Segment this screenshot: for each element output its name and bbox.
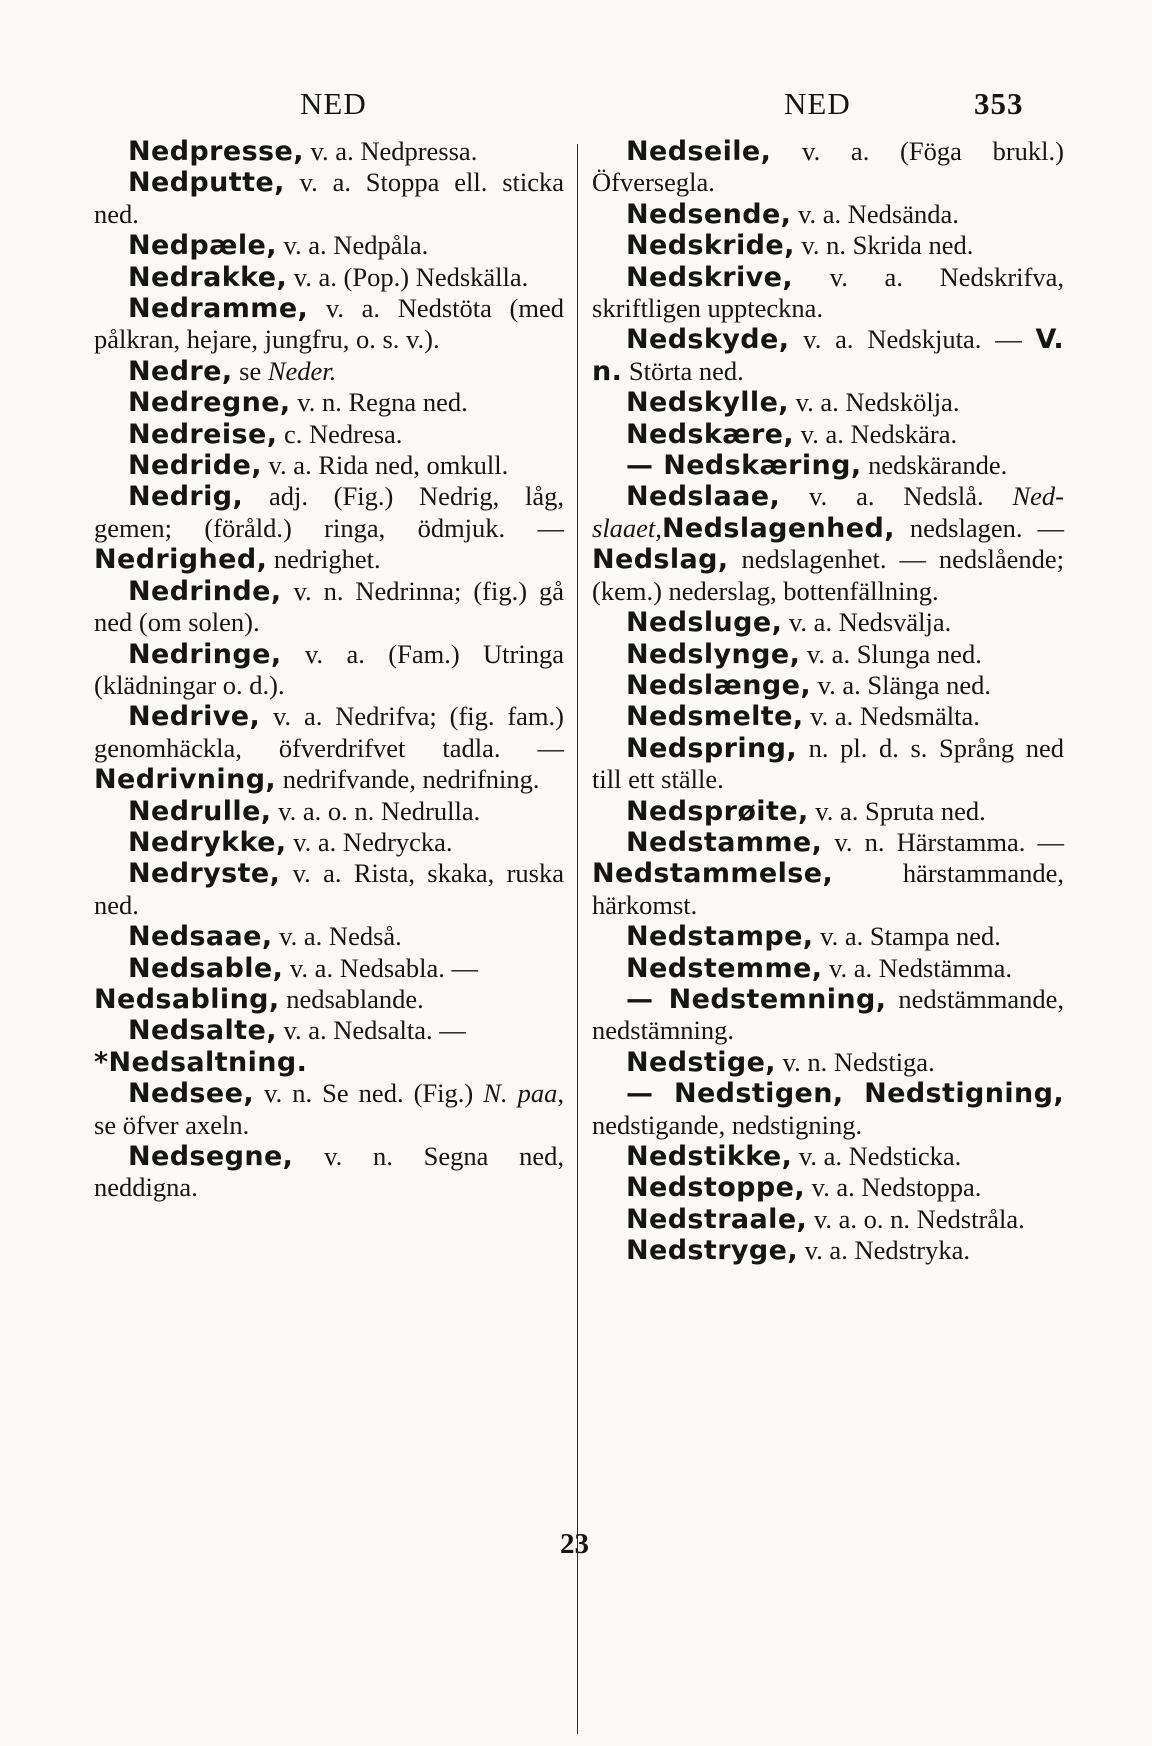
entry-definition: v. a. Nedskära. — [794, 418, 958, 449]
entry-definition: v. n. Segna ned, neddigna. — [94, 1141, 564, 1203]
entry-italic: Nedslaaet, — [592, 481, 1064, 543]
dictionary-entry — [592, 733, 1064, 796]
entry-definition: v. a. Nedsalta. — — [276, 1015, 466, 1046]
entry-definition: nedstigande, nedstigning. — [592, 1109, 863, 1140]
entry-headword: Nedringe, — [128, 638, 282, 670]
entry-definition: nedrifvande, nedrifning. — [276, 764, 540, 795]
dictionary-entry — [592, 670, 1064, 701]
entry-definition: n. pl. d. s. Språng ned till ett ställe. — [592, 732, 1064, 795]
dictionary-entry — [592, 1235, 1064, 1266]
dictionary-entry — [94, 921, 564, 952]
entry-headword: Nedputte, — [128, 167, 285, 199]
entry-headword: Nedride, — [128, 450, 262, 482]
dictionary-entry — [94, 481, 564, 575]
dictionary-entry — [94, 450, 564, 481]
entry-definition: se — [232, 355, 268, 386]
entry-headword: — Nedstemning, — [626, 983, 887, 1015]
dictionary-entry — [592, 419, 1064, 450]
dictionary-entry — [592, 827, 1064, 921]
entry-headword: Nedsabling, — [94, 983, 280, 1015]
entry-definition: c. Nedresa. — [277, 418, 403, 449]
dictionary-entry — [592, 607, 1064, 638]
dictionary-entry — [592, 921, 1064, 952]
entry-headword: Nedsprøite, — [626, 795, 809, 827]
entry-definition: v. a. Nedpressa. — [303, 136, 478, 166]
entry-italic: N. paa, — [483, 1078, 564, 1109]
entry-definition: nedskärande. — [861, 450, 1008, 481]
entry-definition: v. a. Nedskölja. — [788, 387, 960, 418]
entry-headword: Nedskride, — [626, 230, 795, 262]
dictionary-entry — [94, 230, 564, 261]
entry-definition: v. a. Stampa ned. — [813, 921, 1001, 952]
dictionary-entry — [592, 1204, 1064, 1235]
dictionary-entry — [592, 953, 1064, 984]
entry-headword: Nedstampe, — [626, 921, 814, 953]
entry-definition: v. a. (Föga brukl.) Öfversegla. — [592, 136, 1064, 198]
entry-definition: v. n. Nedrinna; (fig.) gå ned (om solen). — [94, 575, 564, 638]
entry-definition: v. n. Härstamma. — — [822, 826, 1064, 857]
entry-definition: v. a. Nedrifva; (fig. fam.) genomhäckla, öfverdrifvet tadla. — — [94, 701, 564, 763]
entry-headword: Nedsable, — [128, 952, 284, 984]
dictionary-entry — [592, 1078, 1064, 1141]
dictionary-entry — [94, 858, 564, 921]
column-divider — [577, 144, 578, 1746]
dictionary-entry — [94, 639, 564, 702]
entry-headword: Nedspring, — [626, 732, 798, 764]
entry-definition: nedsablande. — [279, 983, 424, 1014]
dictionary-entry — [94, 1078, 564, 1141]
entry-headword: Nedramme, — [128, 293, 309, 325]
entry-definition: v. a. Nedstämma. — [822, 952, 1012, 983]
dictionary-entry — [94, 827, 564, 858]
entry-definition: v. a. Nedsabla. — — [283, 952, 479, 983]
signature-mark: 23 — [560, 1528, 589, 1560]
entry-definition: nedrighet. — [267, 544, 381, 575]
entry-headword: — Nedstigen, Nedstigning, — [626, 1078, 1064, 1110]
entry-headword: Nedsalte, — [128, 1015, 277, 1047]
entry-definition: v. a. (Pop.) Nedskälla. — [287, 261, 529, 292]
entry-headword: Nedsee, — [128, 1078, 254, 1110]
column-divider-line — [577, 144, 578, 1734]
entry-definition: v. a. o. n. Nedstråla. — [807, 1203, 1025, 1234]
dictionary-entry — [94, 356, 564, 387]
entry-definition: nedslagenhet. — — [728, 544, 939, 575]
entry-definition: v. a. Nedstöta (med pålkran, hejare, jungfru, o. s. v.). — [94, 293, 564, 355]
dictionary-entry — [94, 701, 564, 795]
entry-subheadword: Nedslagenhed, — [661, 512, 895, 544]
entry-headword: Nedstemme, — [626, 952, 823, 984]
entry-headword: Nedstoppe, — [626, 1172, 805, 1204]
dictionary-entry — [592, 1172, 1064, 1203]
dictionary-entry — [94, 262, 564, 293]
entry-definition: v. a. Nedstryka. — [798, 1235, 970, 1266]
entry-headword: Nedskære, — [626, 418, 795, 450]
entry-definition: v. n. Skrida ned. — [794, 230, 974, 261]
entry-headword: Nedpresse, — [128, 136, 304, 167]
entry-headword: Nedstikke, — [626, 1141, 793, 1172]
entry-definition: v. a. Nedsvälja. — [782, 607, 952, 638]
running-head — [94, 86, 1069, 130]
entry-definition: v. a. Rista, skaka, ruska ned. — [94, 858, 564, 920]
entry-headword: Nedsaae, — [128, 921, 273, 953]
entry-headword: Nedrykke, — [128, 826, 287, 858]
left-column — [94, 136, 564, 1204]
entry-headword: Nedslaae, — [626, 481, 781, 513]
dictionary-entry — [592, 1047, 1064, 1078]
dictionary-entry — [94, 1141, 564, 1204]
dictionary-entry — [94, 984, 564, 1015]
entry-headword: Nedryste, — [128, 858, 281, 890]
dictionary-entry — [94, 1015, 564, 1046]
entry-headword: Nedslænge, — [626, 669, 811, 701]
entry-subheadword: Nedstammelse, — [592, 858, 834, 890]
entry-subheadword: V. n. — [592, 324, 1064, 387]
entry-definition: v. a. Nedslå. — [780, 481, 1013, 512]
dictionary-entry — [592, 230, 1064, 261]
dictionary-entry — [94, 136, 564, 167]
entry-headword: Nedrulle, — [128, 795, 272, 827]
entry-definition: v. a. Nedpåla. — [276, 230, 429, 261]
entry-headword: Nedstryge, — [626, 1235, 799, 1267]
entry-headword: Nedrive, — [128, 701, 261, 733]
entry-definition: v. a. Nedskjuta. — — [789, 324, 1036, 355]
dictionary-entry — [592, 701, 1064, 732]
entry-subheadword: Nedslag, — [592, 544, 729, 576]
entry-headword: Nedskrive, — [626, 261, 794, 293]
entry-headword: — Nedskæring, — [626, 450, 862, 482]
dictionary-entry — [94, 1047, 564, 1078]
entry-headword: Nedstige, — [626, 1046, 776, 1078]
entry-headword: Nedreise, — [128, 418, 278, 450]
entry-definition: v. a. Nedsmälta. — [803, 701, 980, 732]
entry-headword: Nedsluge, — [626, 607, 783, 639]
entry-definition: v. n. Nedstiga. — [775, 1046, 935, 1077]
dictionary-entry — [592, 136, 1064, 199]
entry-definition: v. a. Nedstoppa. — [805, 1172, 982, 1203]
entry-definition: v. a. o. n. Nedrulla. — [271, 795, 481, 826]
entry-definition: v. a. Nedrycka. — [286, 826, 453, 857]
page-number: 353 — [974, 86, 1024, 121]
dictionary-entry — [94, 576, 564, 639]
dictionary-entry — [592, 639, 1064, 670]
dictionary-entry — [94, 293, 564, 356]
entry-subheadword: Nedrighed, — [94, 544, 268, 576]
entry-definition: adj. (Fig.) Nedrig, låg, gemen; (föråld.) ringa, ödmjuk. — — [94, 481, 564, 543]
entry-headword: Nedstamme, — [626, 826, 823, 858]
entry-headword: *Nedsaltning. — [94, 1046, 308, 1078]
entry-headword: Nedsende, — [626, 198, 792, 230]
dictionary-entry — [94, 953, 564, 984]
dictionary-entry — [94, 419, 564, 450]
dictionary-entry — [94, 796, 564, 827]
dictionary-entry — [592, 1141, 1064, 1172]
entry-definition: nedslagen. — — [894, 512, 1064, 543]
entry-headword: Nedrig, — [128, 481, 244, 513]
dictionary-entry — [592, 262, 1064, 325]
entry-definition: v. a. (Fam.) Utringa (klädningar o. d.). — [94, 638, 564, 700]
running-head-left: NED — [300, 86, 367, 121]
dictionary-entry — [592, 387, 1064, 418]
entry-headword: Nedrakke, — [128, 261, 288, 293]
entry-definition: Störta ned. — [622, 355, 744, 386]
entry-definition: v. a. Nedskrifva, skriftligen uppteckna. — [592, 261, 1064, 324]
running-head-right: NED — [784, 86, 851, 121]
entry-headword: Nedstraale, — [626, 1203, 808, 1235]
entry-definition: v. a. Spruta ned. — [808, 795, 986, 826]
entry-definition: v. a. Slänga ned. — [810, 669, 992, 700]
entry-definition: v. a. Nedsticka. — [792, 1141, 962, 1171]
entry-headword: Nedsmelte, — [626, 701, 804, 733]
entry-italic: Neder. — [267, 355, 337, 386]
entry-headword: Nedskylle, — [626, 387, 789, 419]
entry-headword: Nedskyde, — [626, 324, 790, 356]
entry-definition: v. a. Nedså. — [272, 921, 402, 952]
entry-headword: Nedsegne, — [128, 1141, 294, 1172]
entry-definition: nedslående; (kem.) nederslag, bottenfällning. — [592, 544, 1064, 606]
dictionary-entry — [94, 387, 564, 418]
entry-definition: se öfver axeln. — [94, 1109, 250, 1140]
entry-definition: nedstämmande, nedstämning. — [592, 983, 1064, 1046]
right-column — [592, 136, 1064, 1267]
entry-definition: v. a. Slunga ned. — [800, 638, 982, 669]
entry-headword: Nedregne, — [128, 387, 291, 419]
entry-headword: Nedrinde, — [128, 575, 282, 607]
dictionary-entry — [592, 796, 1064, 827]
entry-definition: v. a. Stoppa ell. sticka ned. — [94, 167, 564, 229]
dictionary-entry — [592, 324, 1064, 387]
entry-subheadword: Nedrivning, — [94, 764, 277, 796]
entry-definition: v. a. Nedsända. — [791, 198, 959, 229]
entry-definition: härstammande, härkomst. — [592, 858, 1064, 920]
entry-headword: Nedslynge, — [626, 638, 801, 670]
entry-definition: v. n. Regna ned. — [290, 387, 468, 418]
dictionary-entry — [592, 984, 1064, 1047]
entry-headword: Nedseile, — [626, 136, 772, 167]
entry-definition: v. n. Se ned. (Fig.) — [254, 1078, 484, 1109]
entry-definition: v. a. Rida ned, omkull. — [261, 450, 509, 481]
dictionary-entry — [94, 167, 564, 230]
dictionary-entry — [592, 199, 1064, 230]
entry-headword: Nedre, — [128, 355, 233, 387]
dictionary-entry — [592, 481, 1064, 607]
dictionary-entry — [592, 450, 1064, 481]
entry-headword: Nedpæle, — [128, 230, 277, 262]
